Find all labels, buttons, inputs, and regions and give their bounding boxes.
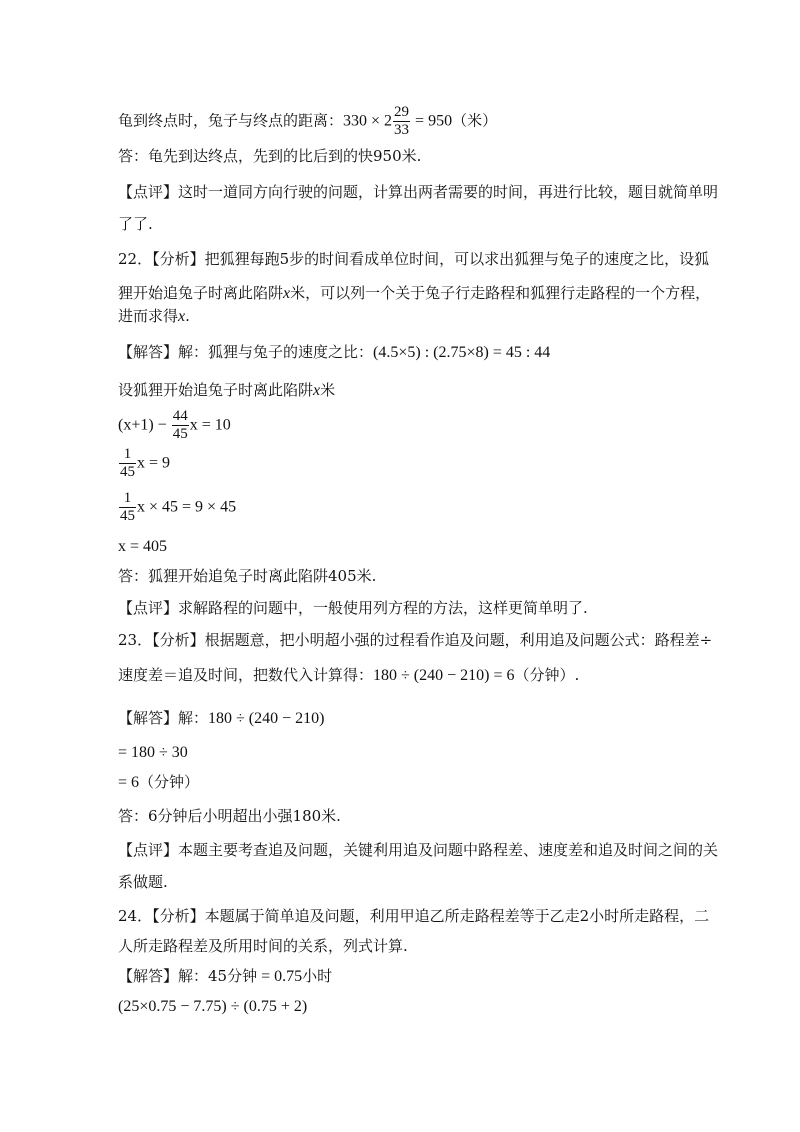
fraction-numerator: 44 <box>172 408 188 424</box>
fraction <box>119 446 136 481</box>
line-text: 进而求得 <box>118 307 179 325</box>
equation-line-6 <box>118 772 718 793</box>
math-expression: = 6 <box>118 774 140 791</box>
math-expression: x = 10 <box>189 416 231 434</box>
fraction-numerator: 1 <box>119 446 136 464</box>
unit-text: （分钟）. <box>514 666 580 684</box>
text-line-2: 答：龟先到达终点，先到的比后到的快950米. <box>118 147 422 165</box>
unit-text: （米） <box>452 111 498 130</box>
text-line-8 <box>118 342 718 363</box>
line-text: 【解答】解：45分钟 <box>118 967 258 985</box>
equation-line-2 <box>118 446 718 481</box>
fraction <box>393 104 410 139</box>
text-line-5: 22．【分析】把狐狸每跑5步的时间看成单位时间，可以求出狐狸与兔子的速度之比，设狐 <box>118 250 710 268</box>
math-expression: (4.5×5) : (2.75×8) = 45 : 44 <box>373 344 551 361</box>
text-line-15: 答：6分钟后小明超出小强180米. <box>118 807 341 825</box>
math-expression: (25×0.75 − 7.75) ÷ (0.75 + 2) <box>118 998 308 1015</box>
fraction-denominator: 45 <box>172 426 188 442</box>
math-expression: x × 45 = 9 × 45 <box>137 498 237 516</box>
math-variable: x <box>178 308 186 325</box>
math-expression: x = 9 <box>137 454 171 472</box>
equation-line-7 <box>118 996 718 1017</box>
text-line-11: 【点评】求解路程的问题中，一般使用列方程的方法，这样更简单明了. <box>118 599 588 617</box>
math-expression: 330 × 2 <box>343 112 393 130</box>
line-text: 设狐狸开始追兔子时离此陷阱 <box>118 381 314 399</box>
line-text: . <box>185 307 190 325</box>
line-text: 【解答】解：狐狸与兔子的速度之比： <box>118 343 374 361</box>
math-expression: = 180 ÷ 30 <box>118 744 188 761</box>
fraction-denominator: 33 <box>394 122 410 138</box>
line-text: 速度差＝追及时间，把数代入计算得： <box>118 666 374 684</box>
text-line-16: 【点评】本题主要考查追及问题，关键利用追及问题中路程差、速度差和追及时间之间的关 <box>118 841 719 859</box>
equation-line-3 <box>118 490 718 525</box>
unit-text: 小时 <box>302 967 333 985</box>
text-line-6 <box>118 283 718 304</box>
fraction-denominator: 45 <box>120 464 135 480</box>
math-variable: x <box>283 285 291 302</box>
math-expression: 180 ÷ (240 − 210) = 6 <box>373 667 515 684</box>
line-text: 米 <box>320 381 336 399</box>
text-line-18: 24．【分析】本题属于简单追及问题，利用甲追乙所走路程差等于乙走2小时所走路程，二 <box>118 907 710 925</box>
math-expression: 180 ÷ (240 − 210) <box>208 710 325 727</box>
fraction <box>119 490 136 525</box>
text-line-3: 【点评】这时一道同方向行驶的问题，计算出两者需要的时间，再进行比较，题目就简单明 <box>118 183 719 201</box>
line-text: 米，可以列一个关于兔子行走路程和狐狸行走路程的一个方程， <box>290 284 711 302</box>
text-line-14 <box>118 708 718 729</box>
fraction <box>172 408 189 443</box>
line-text: 狸开始追兔子时离此陷阱 <box>118 284 284 302</box>
text-line-10: 答：狐狸开始追兔子时离此陷阱405米. <box>118 567 377 585</box>
fraction-numerator: 29 <box>394 104 410 120</box>
equation-line-4 <box>118 536 718 557</box>
text-line-12: 23．【分析】根据题意，把小明超小强的过程看作追及问题，利用追及问题公式：路程差÷ <box>118 631 713 649</box>
math-expression: = 0.75 <box>257 968 303 985</box>
fraction-denominator: 45 <box>120 508 135 524</box>
math-variable: x <box>313 382 321 399</box>
math-expression: = 950 <box>411 112 453 130</box>
text-line-1 <box>118 104 718 139</box>
text-line-13 <box>118 665 718 686</box>
unit-text: （分钟） <box>139 773 200 791</box>
math-expression: x = 405 <box>118 538 168 555</box>
equation-line-5 <box>118 742 718 763</box>
text-line-20 <box>118 966 718 987</box>
text-line-17: 系做题. <box>118 873 168 891</box>
math-expression: (x+1) − <box>118 416 171 434</box>
fraction-numerator: 1 <box>119 490 136 508</box>
equation-line-1 <box>118 408 718 443</box>
line-text: 龟到终点时，兔子与终点的距离： <box>118 111 344 130</box>
line-text: 【解答】解： <box>118 709 209 727</box>
text-line-4: 了了. <box>118 215 153 233</box>
text-line-9 <box>118 380 718 401</box>
text-line-19: 人所走路程差及所用时间的关系，列式计算. <box>118 937 408 955</box>
text-line-7 <box>118 306 718 327</box>
